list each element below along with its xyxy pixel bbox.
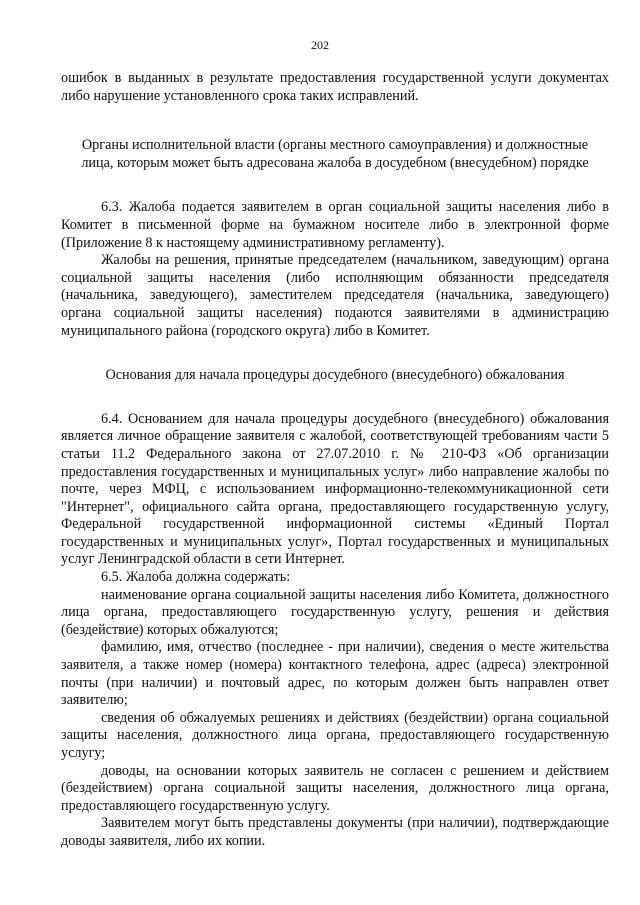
page-number: 202 (311, 38, 329, 52)
section-heading-grounds: Основания для начала процедуры досудебного (внесудебного) обжалования (105, 367, 565, 384)
paragraph-6-4: 6.4. Основанием для начала процедуры досудебного (внесудебного) обжалования является личное обращение заявителя с жалобой, соответствующей требованиям части 5 статьи 11.2 Федерального закона от 27.07.2010 г. № 210-ФЗ «Об организации предоставления государственных и муниципальных услуг» либо направление жалобы по почте, через МФЦ, с использованием информационно-телекоммуникационной сети "Интернет", официального сайта органа, предоставляющего государственную услугу, Федеральной государственной информационной системы «Единый Портал государственных и муниципальных услуг», Портал государственных и муниципальных услуг Ленинградской области в сети Интернет. (61, 410, 609, 568)
paragraph-complaints-decisions: Жалобы на решения, принятые председателем (начальником, заведующим) органа социальной защиты населения (либо исполняющим обязанности председателя (начальника, заведующего), заместителем председателя (начальника, заведующего) органа социальной защиты населения) подаются заявителями в администрацию муниципального района (городского округа) либо в Комитет. (61, 252, 609, 339)
list-item-appealed-decisions: сведения об обжалуемых решениях и действиях (бездействии) органа социальной защиты населения, должностного лица органа, предоставляющего государственную услугу; (61, 709, 609, 761)
paragraph-6-3: 6.3. Жалоба подается заявителем в орган социальной защиты населения либо в Комитет в письменной форме на бумажном носителе либо в электронной форме (Приложение 8 к настоящему административному регламенту). (61, 199, 609, 251)
paragraph-continuation: ошибок в выданных в результате предоставления государственной услуги документах либо нарушение установленного срока таких исправлений. (61, 70, 609, 104)
section-heading-authorities: Органы исполнительной власти (органы местного самоуправления) и должностные лица, которым может быть адресована жалоба в досудебном (внесудебном) порядке (81, 137, 589, 171)
paragraph-6-5: 6.5. Жалоба должна содержать: (101, 569, 291, 586)
list-item-arguments: доводы, на основании которых заявитель не согласен с решением и действием (бездействием) органа социальной защиты населения, должностного лица органа, предоставляющего государственную услугу. (61, 762, 609, 814)
page-content (61, 70, 609, 851)
list-item-authority-name: наименование органа социальной защиты населения либо Комитета, должностного лица органа, предоставляющего государственную услугу, решения и действия (бездействие) которых обжалуются; (61, 586, 609, 638)
list-item-applicant-details: фамилию, имя, отчество (последнее - при наличии), сведения о месте жительства заявителя, а также номер (номера) контактного телефона, адрес (адреса) электронной почты (при наличии) и почтовый адрес, по которым должен быть направлен ответ заявителю; (61, 639, 609, 709)
paragraph-supporting-documents: Заявителем могут быть представлены документы (при наличии), подтверждающие доводы заявителя, либо их копии. (61, 815, 609, 849)
